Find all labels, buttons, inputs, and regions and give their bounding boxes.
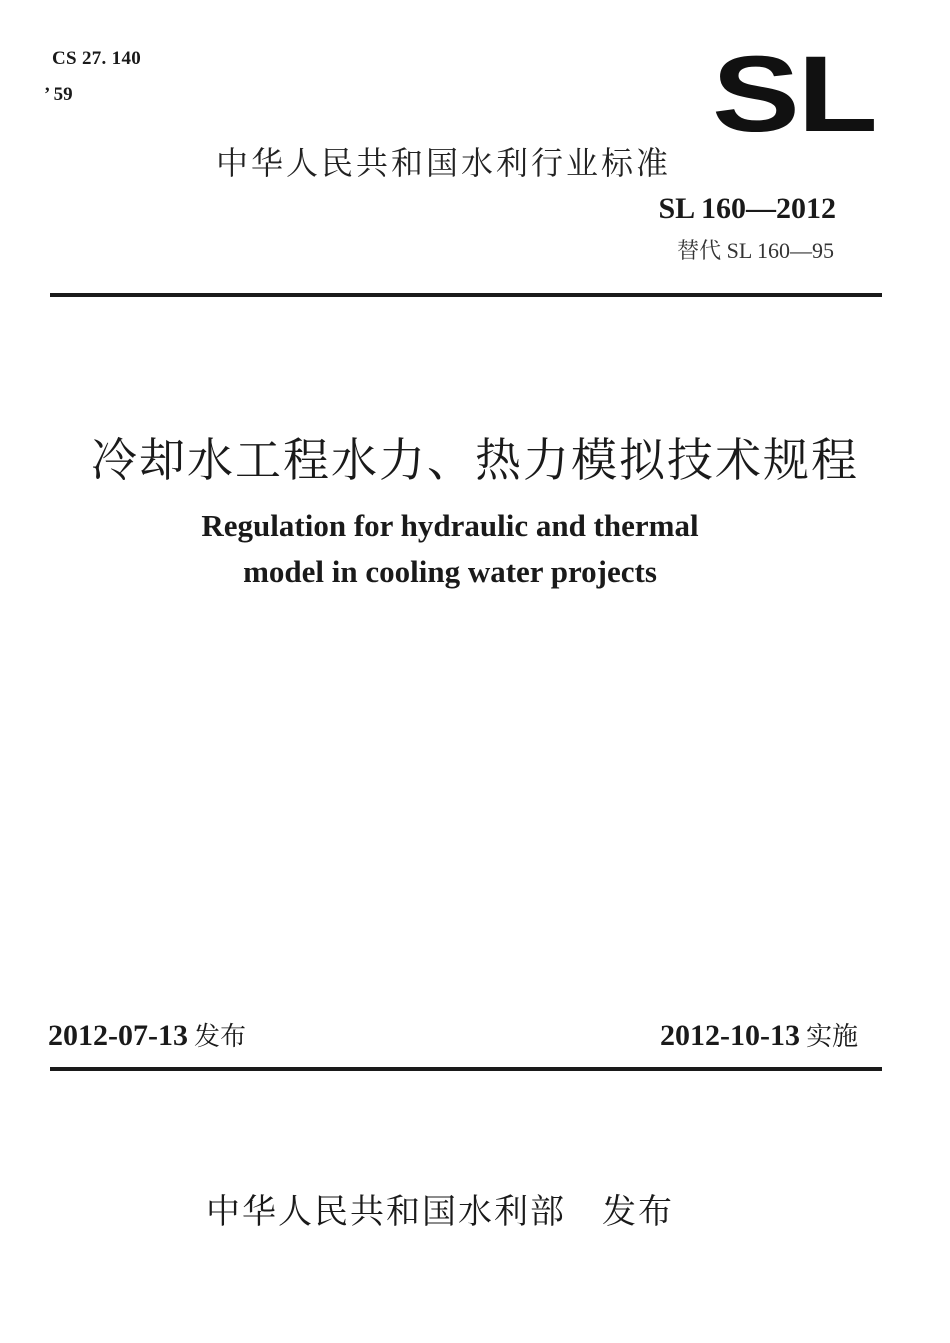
issue-date-block xyxy=(48,1016,246,1053)
issue-date: 2012-07-13 xyxy=(48,1019,188,1052)
document-title-english-line2: model in cooling water projects xyxy=(243,554,657,589)
implement-label: 实施 xyxy=(805,1022,858,1052)
document-title-chinese: 冷却水工程水力、热力模拟技术规程 xyxy=(91,433,859,487)
sl-logo: SL xyxy=(712,33,876,154)
issue-label: 发布 xyxy=(193,1022,246,1052)
document-title-english-line1: Regulation for hydraulic and thermal xyxy=(201,508,699,543)
replaces-standard: 替代 SL 160—95 xyxy=(677,238,834,263)
publisher-line xyxy=(0,1184,880,1233)
implement-date-block xyxy=(660,1016,858,1053)
standard-number: SL 160—2012 xyxy=(658,192,836,225)
publish-label: 发布 xyxy=(602,1192,674,1232)
industry-standard-heading: 中华人民共和国水利行业标准 xyxy=(216,144,672,182)
bottom-divider xyxy=(50,1067,882,1071)
ccs-code: ’ 59 xyxy=(44,84,73,105)
implement-date: 2012-10-13 xyxy=(660,1019,800,1052)
top-divider xyxy=(50,293,882,297)
publisher-name: 中华人民共和国水利部 xyxy=(206,1192,566,1232)
ics-code: CS 27. 140 xyxy=(52,48,142,69)
